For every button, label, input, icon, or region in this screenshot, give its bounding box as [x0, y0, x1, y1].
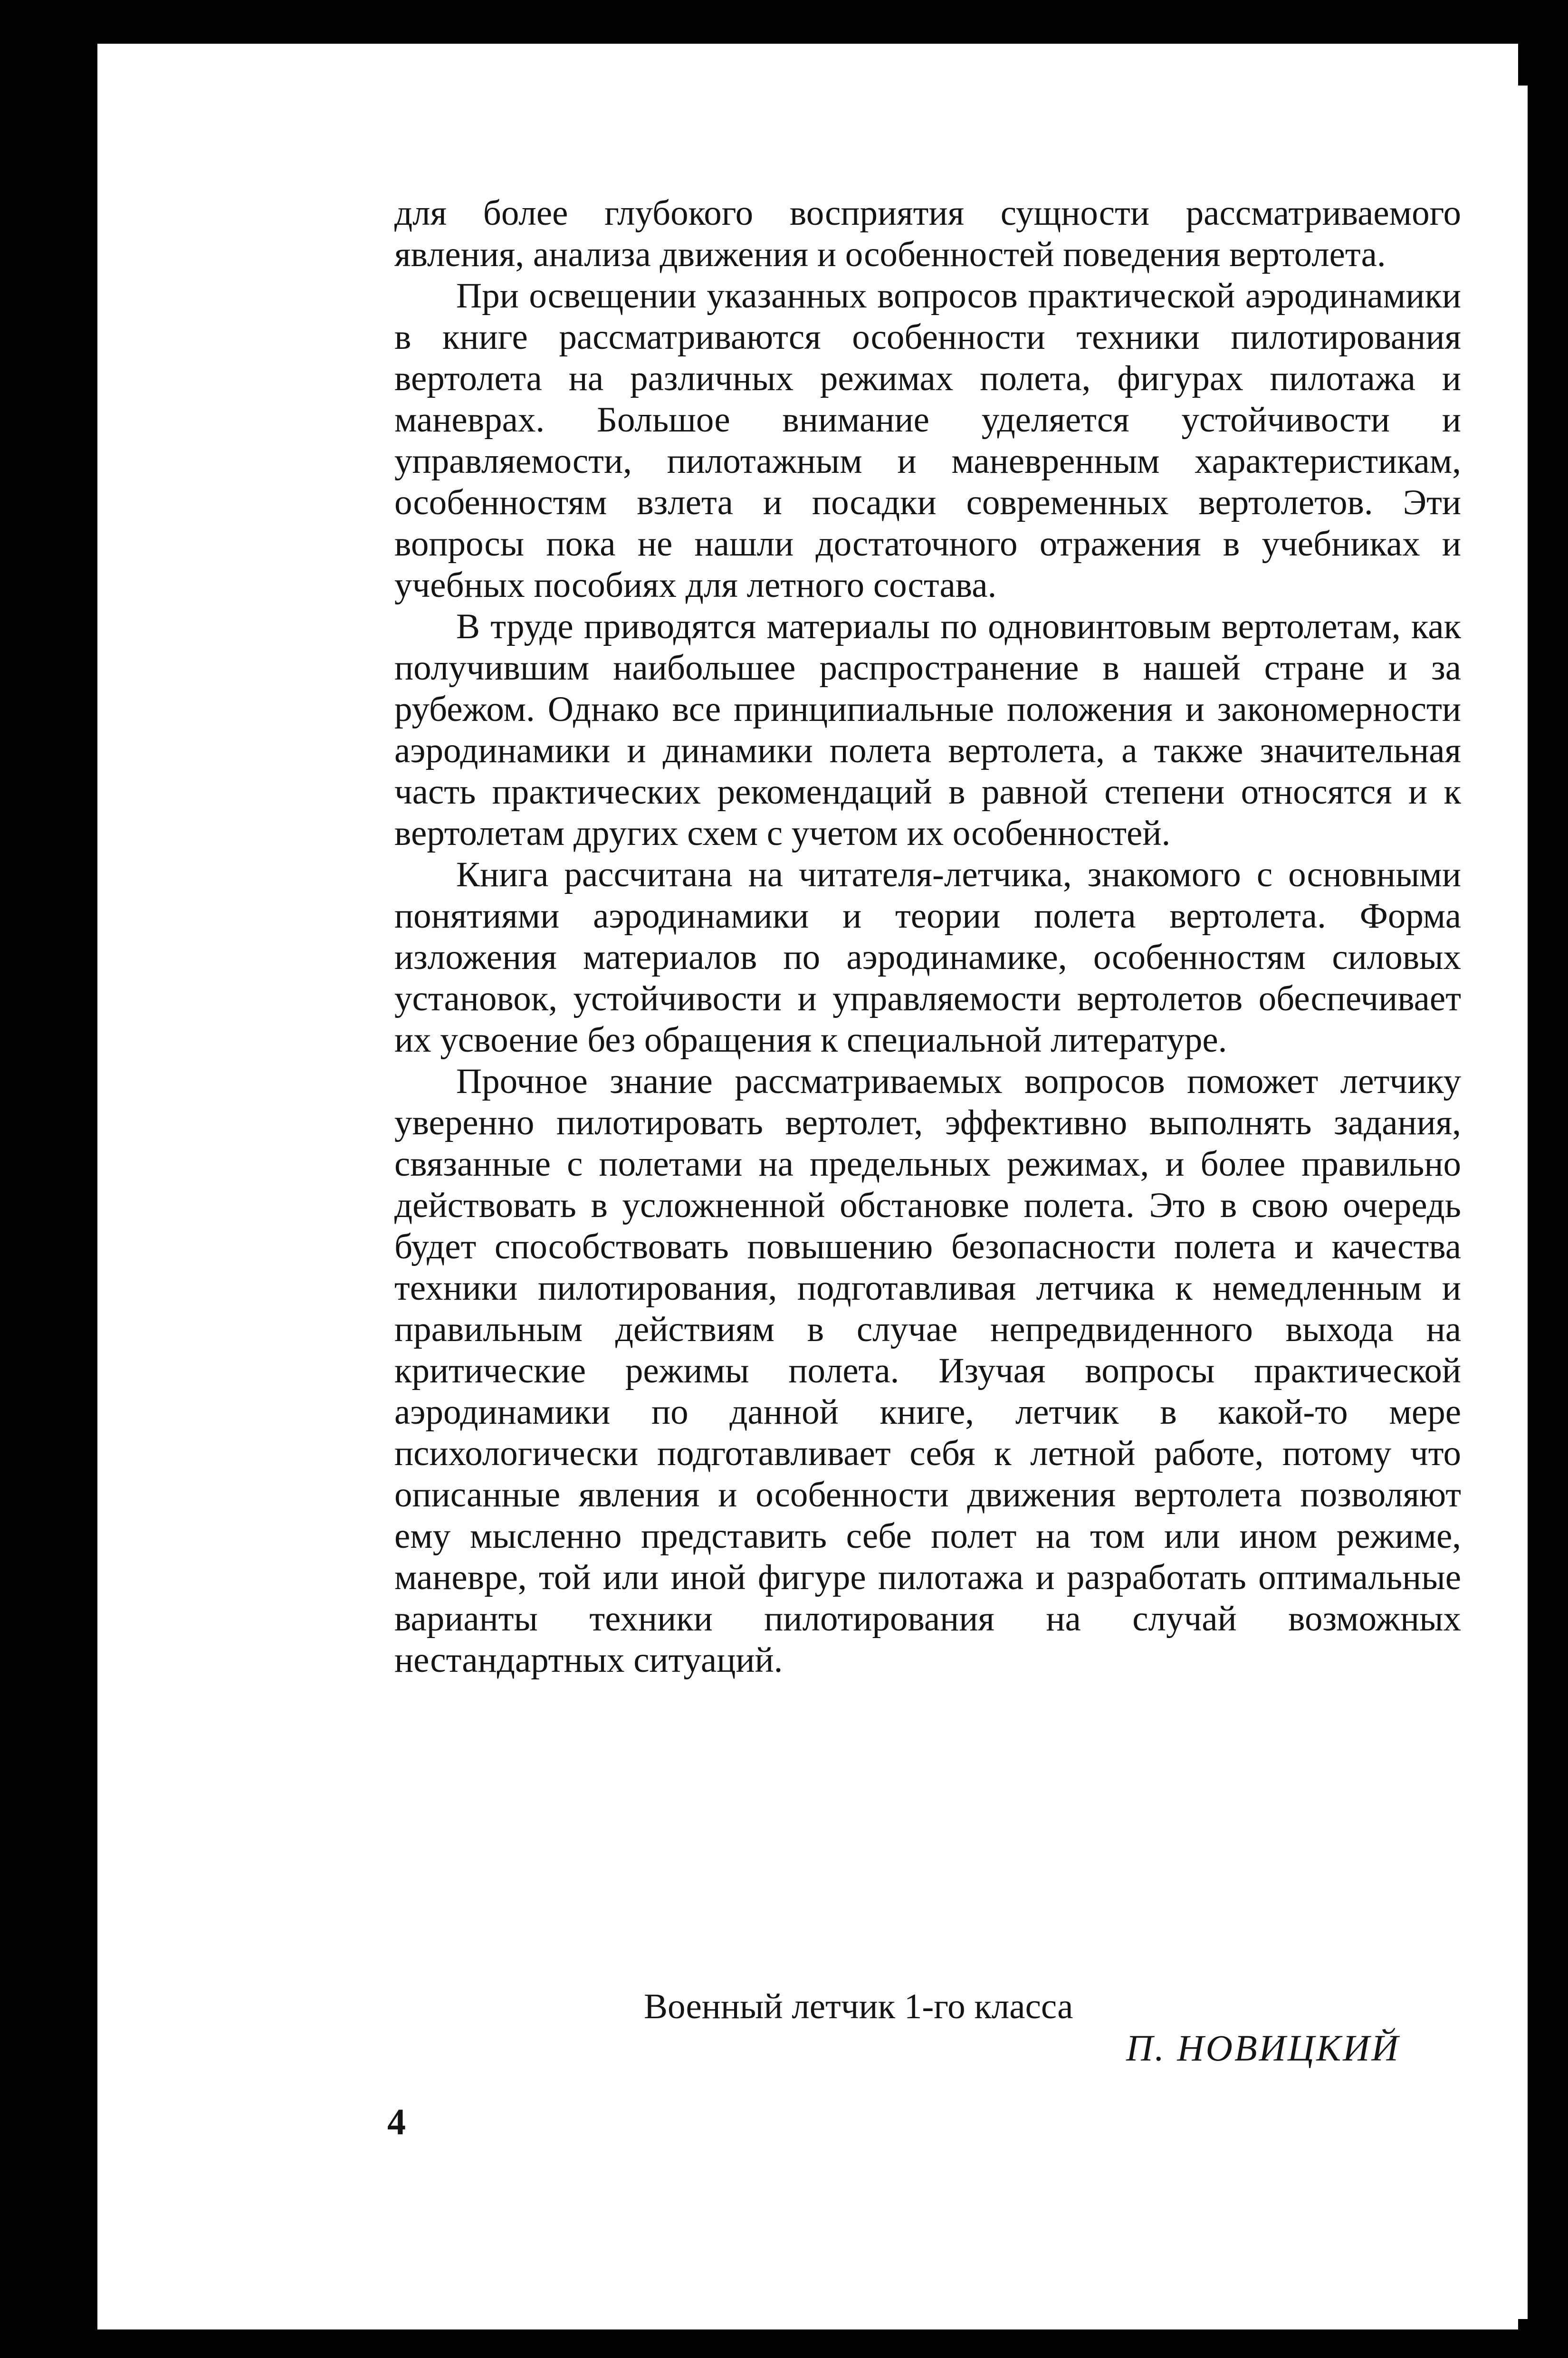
signature-name: П. НОВИЦКИЙ [1126, 2027, 1400, 2069]
paragraph: Книга рассчитана на читателя-летчика, знакомого с основными понятиями аэродинамики и теории полета вертолета. Форма изложения материалов по аэродинамике, особенностям силовых установок, устойчивости и управляемости вертолетов обеспечивает их усвоение без обращения к специальной литературе. [394, 855, 1461, 1060]
paragraph: В труде приводятся материалы по одновинтовым вертолетам, как получившим наибольшее распространение в нашей стране и за рубежом. Однако все принципиальные положения и закономерности аэродинамики и динамики полета вертолета, а также значительная часть практических рекомендаций в равной степени относятся и к вертолетам других схем с учетом их особенностей. [394, 607, 1461, 853]
signature-rank: Военный летчик 1-го класса [644, 1987, 1073, 2026]
body-text [394, 192, 1461, 1681]
paragraph: При освещении указанных вопросов практической аэродинамики в книге рассматриваются особенности техники пилотирования вертолета на различных режимах полета, фигурах пилотажа и маневрах. Большое внимание уделяется устойчивости и управляемости, пилотажным и маневренным характеристикам, особенностям взлета и посадки современных вертолетов. Эти вопросы пока не нашли достаточного отражения в учебниках и учебных пособиях для летного состава. [394, 276, 1461, 605]
paragraph-continuation: для более глубокого восприятия сущности рассматриваемого явления, анализа движения и особенностей поведения вертолета. [394, 193, 1461, 274]
page-edge [1509, 86, 1528, 2319]
page-number: 4 [387, 2101, 406, 2142]
paragraph: Прочное знание рассматриваемых вопросов поможет летчику уверенно пилотировать вертолет, эффективно выполнять задания, связанные с полетами на предельных режимах, и более правильно действовать в усложненной обстановке полета. Это в свою очередь будет способствовать повышению безопасности полета и качества техники пилотирования, подготавливая летчика к немедленным и правильным действиям в случае непредвиденного выхода на критические режимы полета. Изучая вопросы практической аэродинамики по данной книге, летчик в какой-то мере психологически подготавливает себя к летной работе, потому что описанные явления и особенности движения вертолета позволяют ему мысленно представить себе полет на том или ином режиме, маневре, той или иной фигуре пилотажа и разработать оптимальные варианты техники пилотирования на случай возможных нестандартных ситуаций. [394, 1062, 1461, 1680]
